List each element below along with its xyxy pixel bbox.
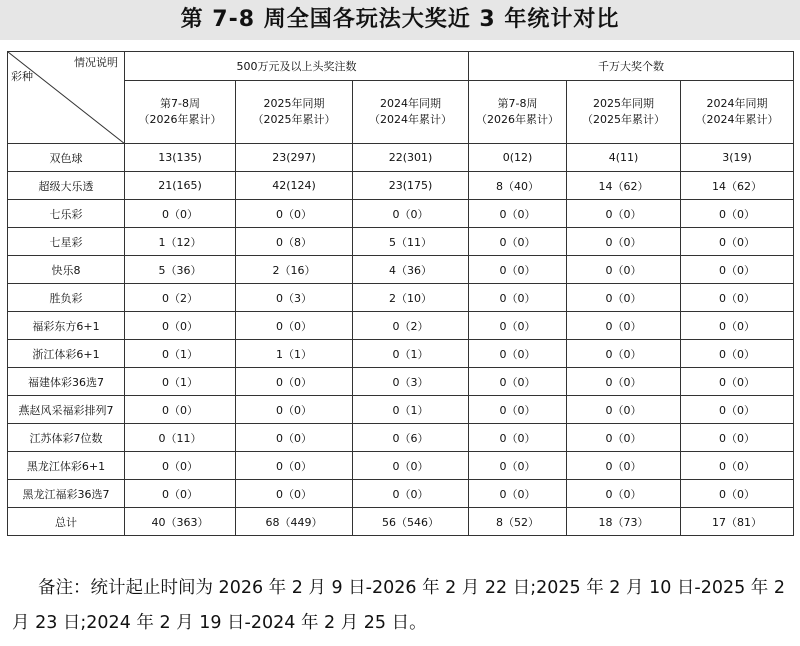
sub-header-period: 2024年同期 <box>380 97 441 110</box>
value-cell: 2（16） <box>236 256 353 284</box>
group-header-row <box>8 52 794 81</box>
value-cell: 0（0） <box>125 312 236 340</box>
sub-header-cumulative: （2024年累计） <box>369 113 452 126</box>
value-cell: 2（10） <box>353 284 469 312</box>
value-cell: 0（0） <box>567 200 681 228</box>
value-cell: 0（0） <box>469 200 567 228</box>
lottery-name-cell: 七乐彩 <box>8 200 125 228</box>
value-cell: 0（0） <box>681 228 794 256</box>
value-cell: 4(11) <box>567 144 681 172</box>
value-cell: 0（0） <box>681 424 794 452</box>
value-cell: 0（0） <box>469 284 567 312</box>
value-cell: 0（0） <box>681 256 794 284</box>
value-cell: 0（0） <box>681 480 794 508</box>
sub-header-cumulative: （2025年累计） <box>582 113 666 126</box>
value-cell: 0（0） <box>236 200 353 228</box>
value-cell: 0（0） <box>469 368 567 396</box>
value-cell: 0（0） <box>469 480 567 508</box>
value-cell: 17（81） <box>681 508 794 536</box>
lottery-name-cell: 燕赵风采福彩排列7 <box>8 396 125 424</box>
value-cell: 0（0） <box>567 256 681 284</box>
sub-header-cumulative: （2026年累计） <box>476 113 560 126</box>
value-cell: 0（0） <box>681 284 794 312</box>
table-row <box>8 396 794 424</box>
lottery-name-cell: 福彩东方6+1 <box>8 312 125 340</box>
value-cell: 0（0） <box>681 340 794 368</box>
sub-header-cumulative: （2026年累计） <box>138 113 222 126</box>
value-cell: 0（0） <box>681 452 794 480</box>
value-cell: 0（0） <box>567 368 681 396</box>
value-cell: 0（1） <box>125 340 236 368</box>
table-row <box>8 200 794 228</box>
value-cell: 5（11） <box>353 228 469 256</box>
stats-table <box>7 51 794 536</box>
group-header-jackpot-count: 500万元及以上头奖注数 <box>125 52 469 81</box>
lottery-name-cell: 浙江体彩6+1 <box>8 340 125 368</box>
value-cell: 0（0） <box>236 480 353 508</box>
value-cell: 8（52） <box>469 508 567 536</box>
table-row <box>8 284 794 312</box>
lottery-name-cell: 黑龙江体彩6+1 <box>8 452 125 480</box>
lottery-name-cell: 七星彩 <box>8 228 125 256</box>
table-row <box>8 480 794 508</box>
value-cell: 18（73） <box>567 508 681 536</box>
value-cell: 0（8） <box>236 228 353 256</box>
page-title: 第 7-8 周全国各玩法大奖近 3 年统计对比 <box>0 0 800 40</box>
value-cell: 0（0） <box>353 480 469 508</box>
value-cell: 0（0） <box>236 452 353 480</box>
value-cell: 23(175) <box>353 172 469 200</box>
value-cell: 56（546） <box>353 508 469 536</box>
sub-header-period: 2025年同期 <box>593 97 655 110</box>
value-cell: 1（12） <box>125 228 236 256</box>
value-cell: 1（1） <box>236 340 353 368</box>
value-cell: 0（3） <box>353 368 469 396</box>
value-cell: 0（0） <box>236 312 353 340</box>
value-cell: 0（0） <box>125 480 236 508</box>
value-cell: 0（0） <box>236 396 353 424</box>
value-cell: 0（11） <box>125 424 236 452</box>
value-cell: 0（0） <box>567 228 681 256</box>
table-row <box>8 508 794 536</box>
value-cell: 0（0） <box>567 340 681 368</box>
value-cell: 0（1） <box>353 396 469 424</box>
lottery-name-cell: 胜负彩 <box>8 284 125 312</box>
value-cell: 0（0） <box>567 480 681 508</box>
value-cell: 0（0） <box>681 368 794 396</box>
value-cell: 0（0） <box>469 396 567 424</box>
sub-header-period: 第7-8周 <box>497 97 538 110</box>
corner-label-description: 情况说明 <box>74 56 118 69</box>
value-cell: 0（0） <box>469 312 567 340</box>
sub-header-cell <box>353 81 469 144</box>
sub-header-row <box>8 81 794 144</box>
table-row <box>8 172 794 200</box>
sub-header-cell <box>681 81 794 144</box>
value-cell: 4（36） <box>353 256 469 284</box>
value-cell: 23(297) <box>236 144 353 172</box>
value-cell: 14（62） <box>567 172 681 200</box>
value-cell: 42(124) <box>236 172 353 200</box>
sub-header-cumulative: （2025年累计） <box>252 113 336 126</box>
lottery-name-cell: 双色球 <box>8 144 125 172</box>
table-row <box>8 452 794 480</box>
value-cell: 21(165) <box>125 172 236 200</box>
table-row <box>8 424 794 452</box>
footnote: 备注：统计起止时间为 2026 年 2 月 9 日-2026 年 2 月 22 日;2025 年 2 月 10 日-2025 年 2 月 23 日;2024 年 2 月 19 日-2024 年 2 月 25 日。 <box>12 578 786 633</box>
table-row <box>8 312 794 340</box>
value-cell: 0（0） <box>469 256 567 284</box>
value-cell: 0（0） <box>353 452 469 480</box>
value-cell: 14（62） <box>681 172 794 200</box>
value-cell: 0（0） <box>567 396 681 424</box>
value-cell: 0（1） <box>353 340 469 368</box>
table-row <box>8 228 794 256</box>
value-cell: 0（3） <box>236 284 353 312</box>
value-cell: 0（0） <box>353 200 469 228</box>
value-cell: 0（0） <box>469 424 567 452</box>
value-cell: 3(19) <box>681 144 794 172</box>
sub-header-cell <box>236 81 353 144</box>
lottery-name-cell: 快乐8 <box>8 256 125 284</box>
value-cell: 8（40） <box>469 172 567 200</box>
value-cell: 0（2） <box>353 312 469 340</box>
value-cell: 0(12) <box>469 144 567 172</box>
lottery-name-cell: 超级大乐透 <box>8 172 125 200</box>
value-cell: 0（0） <box>125 200 236 228</box>
table-body <box>8 144 794 536</box>
value-cell: 0（0） <box>469 340 567 368</box>
value-cell: 40（363） <box>125 508 236 536</box>
value-cell: 0（0） <box>567 452 681 480</box>
table-row <box>8 340 794 368</box>
value-cell: 22(301) <box>353 144 469 172</box>
value-cell: 0（6） <box>353 424 469 452</box>
value-cell: 0（0） <box>236 368 353 396</box>
table-row <box>8 256 794 284</box>
value-cell: 0（0） <box>567 424 681 452</box>
value-cell: 5（36） <box>125 256 236 284</box>
corner-header-cell <box>8 52 125 144</box>
group-header-ten-million-count: 千万大奖个数 <box>469 52 794 81</box>
table-row <box>8 144 794 172</box>
value-cell: 68（449） <box>236 508 353 536</box>
value-cell: 13(135) <box>125 144 236 172</box>
sub-header-cell <box>125 81 236 144</box>
value-cell: 0（0） <box>681 312 794 340</box>
sub-header-cell <box>469 81 567 144</box>
sub-header-cumulative: （2024年累计） <box>695 113 779 126</box>
table-row <box>8 368 794 396</box>
lottery-name-cell: 江苏体彩7位数 <box>8 424 125 452</box>
sub-header-period: 第7-8周 <box>160 97 200 110</box>
value-cell: 0（2） <box>125 284 236 312</box>
value-cell: 0（0） <box>567 284 681 312</box>
sub-header-period: 2024年同期 <box>706 97 768 110</box>
value-cell: 0（0） <box>125 396 236 424</box>
value-cell: 0（0） <box>681 200 794 228</box>
value-cell: 0（1） <box>125 368 236 396</box>
lottery-name-cell: 福建体彩36选7 <box>8 368 125 396</box>
value-cell: 0（0） <box>681 396 794 424</box>
value-cell: 0（0） <box>125 452 236 480</box>
value-cell: 0（0） <box>236 424 353 452</box>
sub-header-period: 2025年同期 <box>263 97 325 110</box>
value-cell: 0（0） <box>469 228 567 256</box>
value-cell: 0（0） <box>567 312 681 340</box>
lottery-name-cell: 总计 <box>8 508 125 536</box>
value-cell: 0（0） <box>469 452 567 480</box>
lottery-name-cell: 黑龙江福彩36选7 <box>8 480 125 508</box>
sub-header-cell <box>567 81 681 144</box>
corner-label-lottery-type: 彩种 <box>11 70 33 83</box>
